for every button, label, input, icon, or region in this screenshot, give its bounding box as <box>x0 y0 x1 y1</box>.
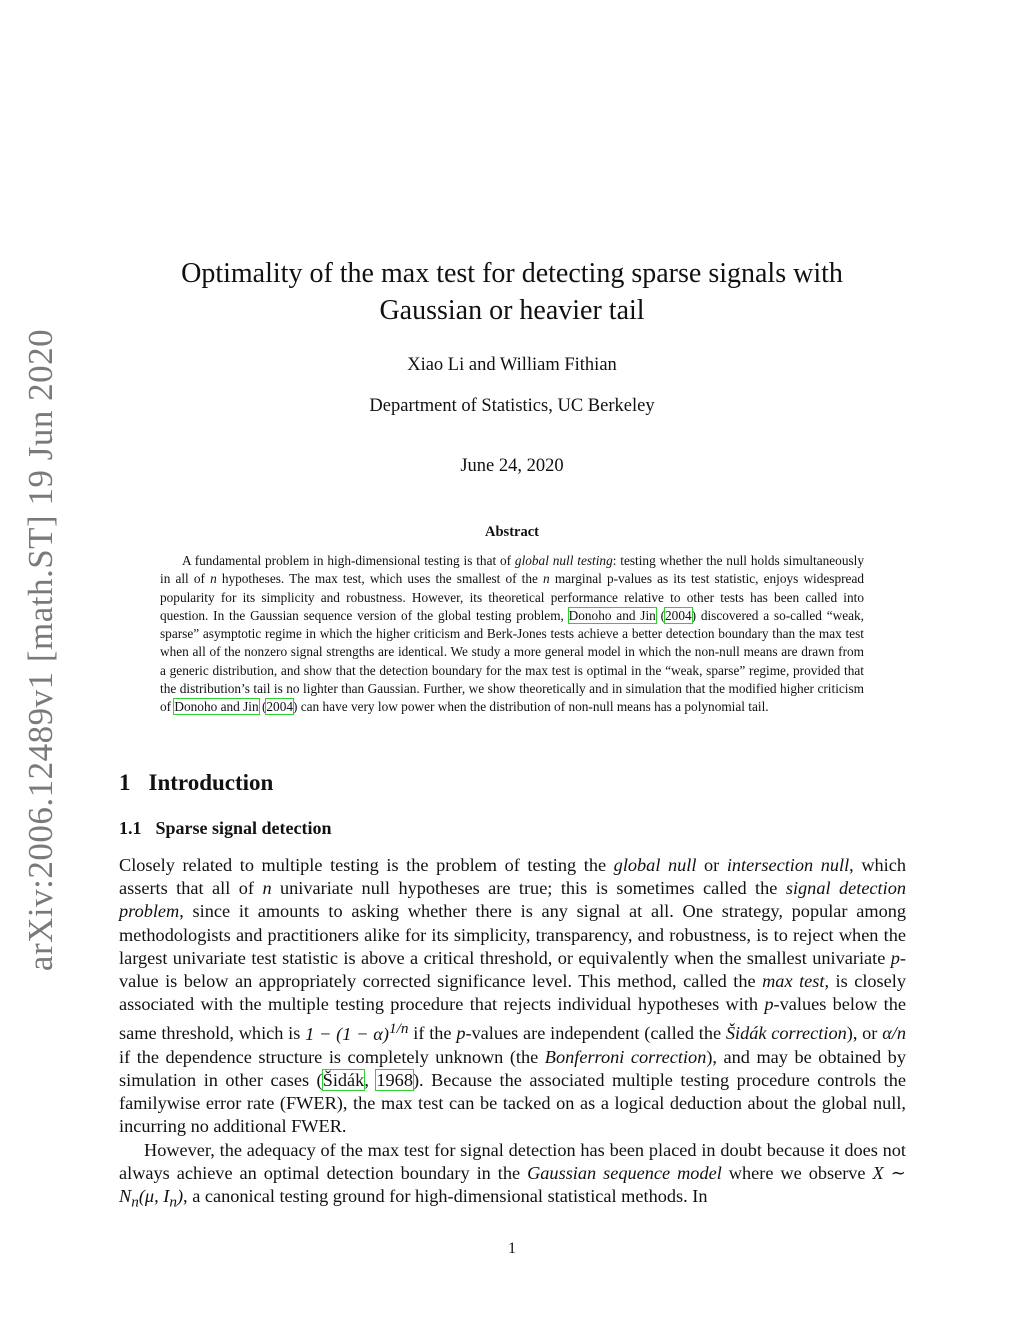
arxiv-identifier-stamp <box>16 328 66 972</box>
publication-date: June 24, 2020 <box>460 456 564 476</box>
subsection-heading-sparse-signal-detection: 1.1 Sparse signal detection <box>119 818 332 838</box>
citation-year-link[interactable]: 1968 <box>376 1069 413 1090</box>
math-model: X ∼ $N_n(\mu$, $I_n$) <box>119 1162 906 1211</box>
math-threshold: $1 - (1 - \alpha)^{1/n}$ <box>305 1019 409 1044</box>
section-heading-introduction: 1 Introduction <box>119 770 274 795</box>
paragraph: However, the adequacy of the max test for signal detection has been placed in doubt because it does not always achieve an optimal detection boundary in the Gaussian sequence model where we observe X ∼ $N_n(\mu$, $I_n$), a canonical testing ground for high-dimensional statistical methods. In <box>119 1139 906 1211</box>
citation-link-sidak[interactable]: Šidák <box>322 1069 365 1090</box>
citation-link-donoho-jin[interactable]: Donoho and Jin <box>174 699 259 715</box>
citation-link-donoho-jin[interactable]: Donoho and Jin <box>568 607 656 623</box>
arxiv-stamp-text: arXiv:2006.12489v1 [math.ST] 19 Jun 2020 <box>21 328 60 972</box>
abstract-body: A fundamental problem in high-dimensional testing is that of global null testing: testing whether the null holds simultaneously in all of n hypotheses. The max test, which uses the smallest of the n marginal p-values as its test statistic, enjoys widespread popularity for its simplicity and robustness. However, its theoretical performance relative to other tests has been called into question. In the Gaussian sequence version of the global testing problem, Donoho and Jin (2004) discovered a so-called “weak, sparse” asymptotic regime in which the higher criticism and Berk-Jones tests achieve a better detection boundary than the max test when all of the nonzero signal strengths are identical. We study a more general model in which the non-null means are drawn from a generic distribution, and show that the detection boundary for the max test is optimal in the “weak, sparse” regime, provided that the distribution’s tail is no lighter than Gaussian. Further, we show theoretically and in simulation that the modified higher criticism of Donoho and Jin (2004) can have very low power when the distribution of non-null means has a polynomial tail. <box>160 553 864 715</box>
affiliation: Department of Statistics, UC Berkeley <box>369 396 655 416</box>
citation-year-link[interactable]: 2004 <box>665 607 692 623</box>
citation-year-link[interactable]: 2004 <box>266 699 293 715</box>
body-text <box>119 854 906 1214</box>
title-line-2: Gaussian or heavier tail <box>379 295 645 326</box>
abstract-heading: Abstract <box>485 524 539 540</box>
paragraph: Closely related to multiple testing is the problem of testing the global null or intersection null, which asserts that all of n univariate null hypotheses are true; this is sometimes called the signal detection problem, since it amounts to asking whether there is any signal at all. One strategy, popular among methodologists and practitioners alike for its simplicity, transparency, and robustness, is to reject when the largest univariate test statistic is above a critical threshold, or equivalently when the smallest univariate p-value is below an appropriately corrected significance level. This method, called the max test, is closely associated with the multiple testing procedure that rejects individual hypotheses with p-values below the same threshold, which is $1 - (1 - \alpha)^{1/n}$ if the p-values are independent (called the Šidák correction), or α/n if the dependence structure is completely unknown (the Bonferroni correction), and may be obtained by simulation in other cases (Šidák, 1968). Because the associated multiple testing procedure controls the familywise error rate (FWER), the max test can be tacked on as a logical deduction about the global null, incurring no additional FWER. <box>119 855 907 1137</box>
page-number: 1 <box>508 1240 516 1257</box>
paper-title <box>110 255 914 329</box>
title-line-1: Optimality of the max test for detecting sparse signals with <box>181 258 843 289</box>
authors: Xiao Li and William Fithian <box>407 355 617 375</box>
